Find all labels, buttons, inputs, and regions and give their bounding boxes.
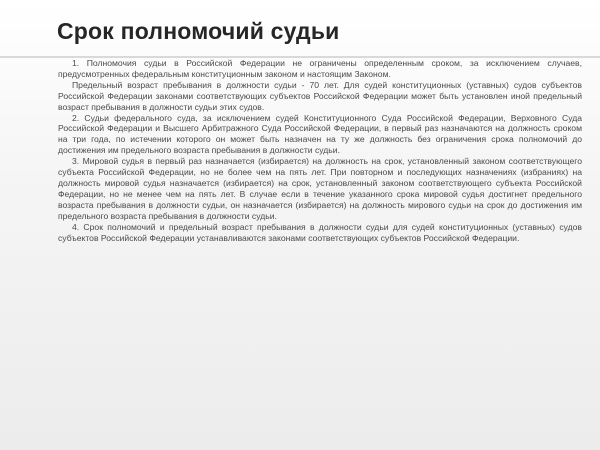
paragraph-2: Предельный возраст пребывания в должности судьи - 70 лет. Для судей конституционных (уставных) судов субъектов Российской Федерации законами соответствующих субъектов Российской Федерации может быть установлен иной предельный возраст пребывания в должности судьи этих судов.	[58, 79, 582, 112]
slide-title: Срок полномочий судьи	[57, 18, 340, 44]
paragraph-5: 4. Срок полномочий и предельный возраст пребывания в должности судьи для судей конституционных (уставных) судов субъектов Российской Федерации устанавливаются законами соответствующих субъектов Российской Федерации.	[58, 221, 582, 243]
slide-body	[58, 58, 582, 388]
paragraph-3: 2. Судьи федерального суда, за исключением судей Конституционного Суда Российской Федерации, Верховного Суда Российской Федерации и Высшего Арбитражного Суда Российской Федерации, в первый раз назначаются на должность сроком на три года, по истечении которого он может быть назначен на ту же должность без ограничения срока полномочий до достижения им предельного возраста пребывания в должности судьи.	[58, 112, 582, 156]
paragraph-1: 1. Полномочия судьи в Российской Федерации не ограничены определенным сроком, за исключением случаев, предусмотренных федеральным конституционным законом и настоящим Законом.	[58, 58, 582, 79]
paragraph-4: 3. Мировой судья в первый раз назначается (избирается) на должность на срок, установленный законом соответствующего субъекта Российской Федерации, но не более чем на пять лет. При повторном и последующих назначениях (избраниях) на должность мировой судья назначается (избирается) на срок, установленный законом соответствующего субъекта Российской Федерации, но не менее чем на пять лет. В случае если в течение указанного срока мировой судья достигнет предельного возраста пребывания в должности судьи, он назначается (избирается) на должность мирового судьи на срок до достижения им предельного возраста пребывания в должности судьи.	[58, 156, 582, 221]
